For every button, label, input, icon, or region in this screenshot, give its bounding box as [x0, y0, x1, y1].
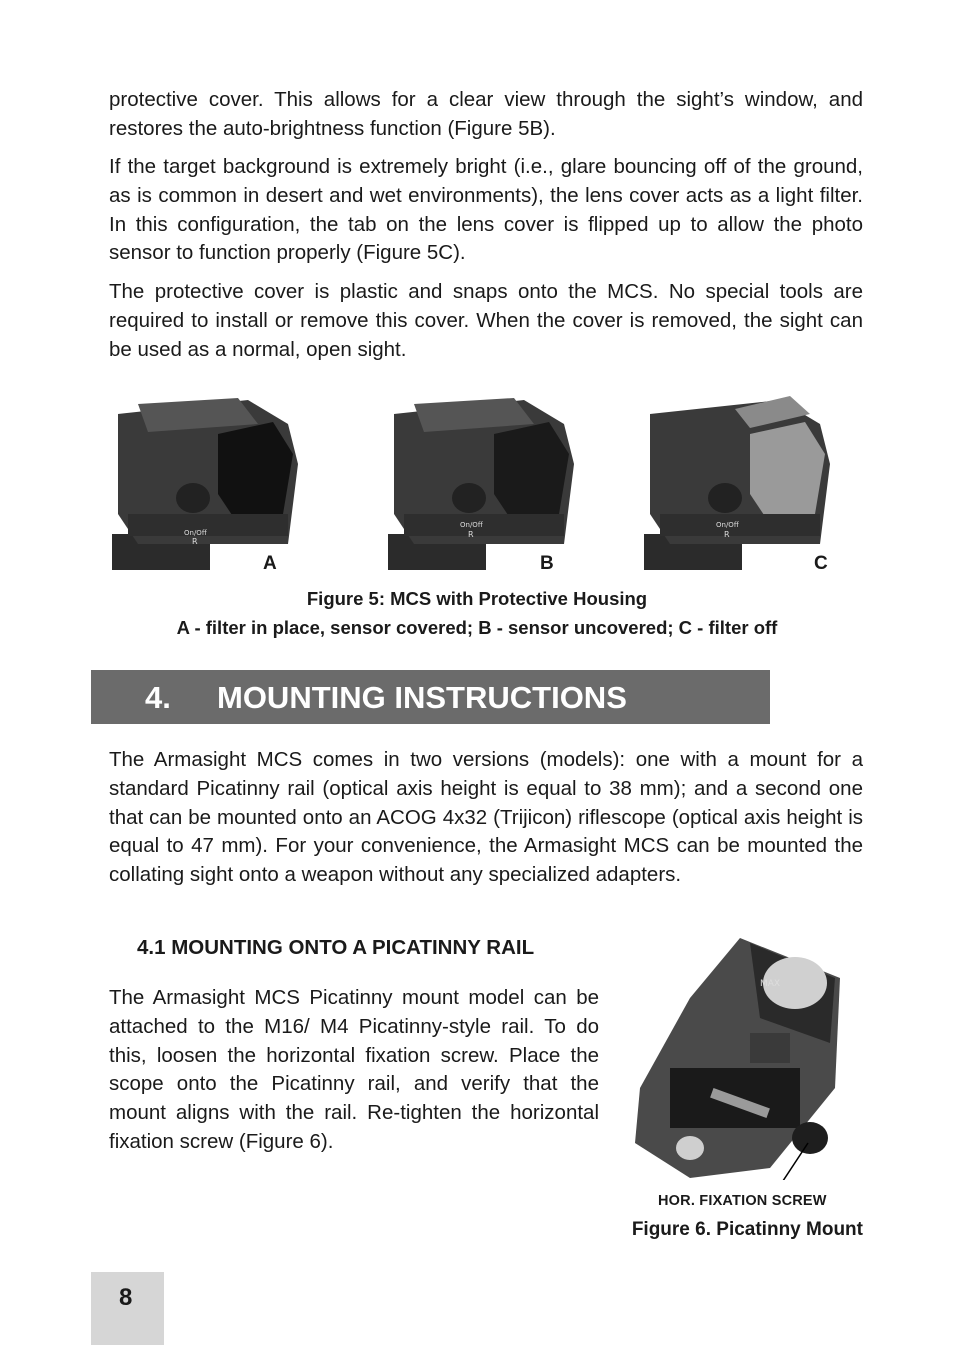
r-label-c: R: [724, 530, 730, 539]
figure5-label-b: B: [540, 553, 554, 574]
figure5-label-c: C: [814, 553, 828, 574]
figure6-caption: Figure 6. Picatinny Mount: [631, 1219, 863, 1240]
paragraph-bright-background: If the target background is extremely bright (i.e., glare bouncing off of the ground, as is common in desert and wet environments), the lens cover acts as a light filter. In this configuration, the tab on the lens cover is flipped up to allow the photo sensor to function properly (Figure 5C).: [109, 155, 863, 265]
paragraph-mounting-intro: The Armasight MCS comes in two versions (models): one with a mount for a standard Picatinny rail (optical axis height is equal to 38 mm); and a second one that can be mounted onto an ACOG 4x32 (Trijicon) riflescope (optical axis height is equal to 47 mm). For your convenience, the Armasight MCS can be mounted the collating sight onto a weapon without any specialized adapters.: [109, 748, 863, 887]
paragraph-protective-cover: protective cover. This allows for a clear view through the sight’s window, and restores the auto-brightness function (Figure 5B).: [109, 88, 863, 140]
figure5-caption-title: Figure 5: MCS with Protective Housing: [306, 588, 648, 609]
section-title: MOUNTING INSTRUCTIONS: [217, 680, 627, 715]
page-number: 8: [119, 1284, 133, 1311]
onoff-label-a: On/Off: [184, 529, 207, 537]
picatinny-mount-image: [630, 938, 846, 1180]
subsection-title: 4.1 MOUNTING ONTO A PICATINNY RAIL: [137, 936, 535, 959]
section-number: 4.: [145, 680, 171, 715]
sight-image-a: [108, 394, 308, 578]
screw-label: HOR. FIXATION SCREW: [658, 1193, 827, 1209]
figure5-label-a: A: [263, 553, 277, 574]
onoff-label-c: On/Off: [716, 521, 739, 529]
max-label: MAX: [760, 979, 781, 989]
sight-image-c: [640, 394, 840, 578]
r-label-b: R: [468, 530, 474, 539]
figure5-caption-detail: A - filter in place, sensor covered; B - sensor uncovered; C - filter off: [176, 617, 778, 638]
paragraph-picatinny: The Armasight MCS Picatinny mount model can be attached to the M16/ M4 Picatinny-style rail. To do this, loosen the horizontal fixation screw. Place the scope onto the Picatinny rail, and verify that the mount aligns with the rail. Re-tighten the horizontal fixation screw (Figure 6).: [109, 986, 599, 1153]
onoff-label-b: On/Off: [460, 521, 483, 529]
paragraph-cover-removal: The protective cover is plastic and snaps onto the MCS. No special tools are required to install or remove this cover. When the cover is removed, the sight can be used as a normal, open sight.: [109, 280, 863, 361]
sight-image-b: [384, 394, 584, 578]
r-label-a: R: [192, 537, 198, 546]
